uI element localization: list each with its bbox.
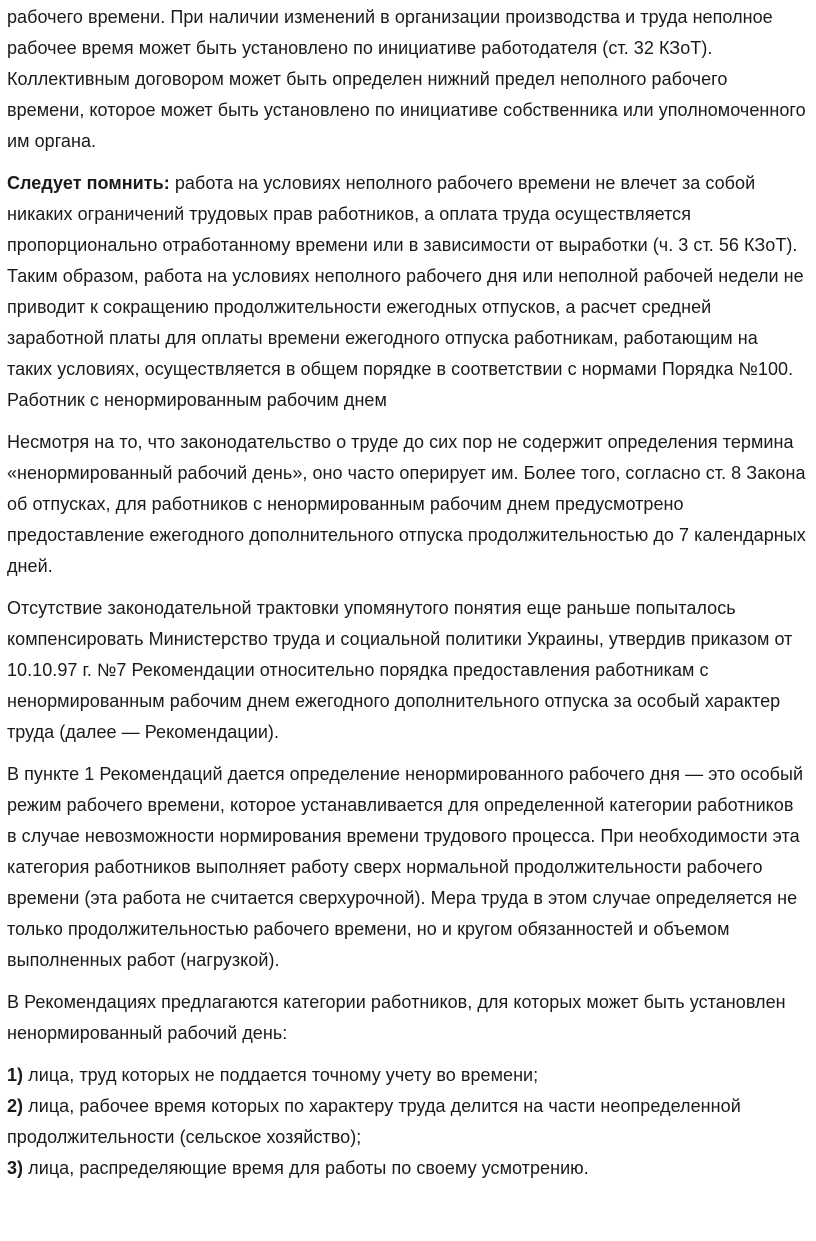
should-remember-lead: Следует помнить:	[7, 173, 170, 193]
list-item-text: лица, рабочее время которых по характеру труда делится на части неопределенной продолжительности (сельское хозяйство);	[7, 1096, 741, 1147]
paragraph-term-definition: Несмотря на то, что законодательство о труде до сих пор не содержит определения термина «ненормированный рабочий день», оно часто оперирует им. Более того, согласно ст. 8 Закона об отпусках, для работников с ненормированным рабочим днем предусмотрено предоставление ежегодного дополнительного отпуска продолжительностью до 7 календарных дней.	[7, 432, 806, 576]
should-remember-body: работа на условиях неполного рабочего времени не влечет за собой никаких ограничений трудовых прав работников, а оплата труда осуществляется пропорционально отработанному времени или в зависимости от выработки (ч. 3 ст. 56 КЗоТ). Таким образом, работа на условиях неполного рабочего дня или неполной рабочей недели не приводит к сокращению продолжительности ежегодных отпусков, а расчет средней заработной платы для оплаты времени ежегодного отпуска работникам, работающим на таких условиях, осуществляется в общем порядке в соответствии с нормами Порядка №100.	[7, 173, 804, 379]
list-item	[7, 1153, 808, 1184]
list-item	[7, 1091, 808, 1153]
list-item-text: лица, распределяющие время для работы по своему усмотрению.	[23, 1158, 589, 1178]
list-item	[7, 1060, 808, 1091]
section-heading-irregular-day: Работник с ненормированным рабочим днем	[7, 390, 387, 410]
list-item-text: лица, труд которых не поддается точному учету во времени;	[23, 1065, 539, 1085]
paragraph-part-time-initiative: рабочего времени. При наличии изменений в организации производства и труда неполное рабочее время может быть установлено по инициативе работодателя (ст. 32 КЗоТ). Коллективным договором может быть определен нижний предел неполного рабочего времени, которое может быть установлено по инициативе собственника или уполномоченного им органа.	[7, 7, 806, 151]
categories-list	[7, 1060, 808, 1184]
document-page	[0, 2, 816, 1241]
paragraph-ministry-recommendations: Отсутствие законодательной трактовки упомянутого понятия еще раньше попыталось компенсировать Министерство труда и социальной политики Украины, утвердив приказом от 10.10.97 г. №7 Рекомендации относительно порядка предоставления работникам с ненормированным рабочим днем ежегодного дополнительного отпуска за особый характер труда (далее — Рекомендации).	[7, 598, 793, 742]
list-item-number: 2)	[7, 1096, 24, 1116]
paragraph-recommendations-point-1: В пункте 1 Рекомендаций дается определение ненормированного рабочего дня — это особый режим рабочего времени, которое устанавливается для определенной категории работников в случае невозможности нормирования времени трудового процесса. При необходимости эта категория работников выполняет работу сверх нормальной продолжительности рабочего времени (эта работа не считается сверхурочной). Мера труда в этом случае определяется не только продолжительностью рабочего времени, но и кругом обязанностей и объемом выполненных работ (нагрузкой).	[7, 764, 804, 970]
list-item-number: 1)	[7, 1065, 24, 1085]
paragraph-should-remember	[7, 168, 808, 385]
paragraph-categories-intro: В Рекомендациях предлагаются категории работников, для которых может быть установлен ненормированный рабочий день:	[7, 992, 786, 1043]
list-item-number: 3)	[7, 1158, 24, 1178]
